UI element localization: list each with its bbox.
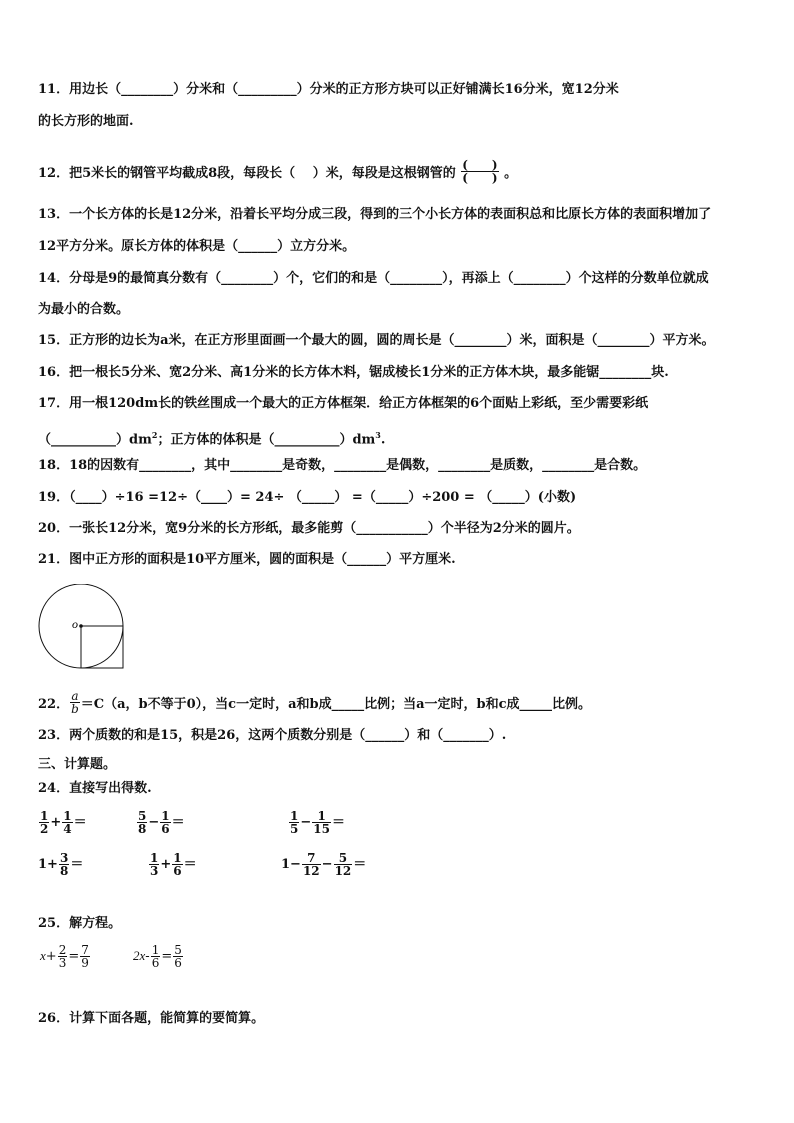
question-22-text: ＝C（a，b不等于0），当c一定时，a和b成_____比例；当a一定时，b和c成_____比例。 [80, 697, 592, 712]
question-14-line-2: 为最小的合数。 [38, 302, 130, 317]
numerator: 1 [63, 809, 72, 823]
question-17-line-1: 17．用一根120dm长的铁丝围成一个最大的正方体框架．给正方体框架的6个面贴上彩纸，至少需要彩纸 [38, 396, 649, 411]
denominator: 2 [40, 822, 49, 836]
numerator: 1 [151, 943, 160, 957]
variable: x [40, 948, 46, 963]
center-point [79, 624, 83, 628]
question-12-text: 12．把5米长的钢管平均截成8段，每段长（ ）米，每段是这根钢管的 [38, 166, 456, 181]
denominator: 6 [151, 956, 160, 970]
question-17-line-2 [38, 427, 385, 448]
denominator: 3 [150, 864, 159, 878]
question-26: 26．计算下面各题，能简算的要简算。 [38, 1011, 265, 1026]
denominator: 12 [334, 864, 352, 878]
square [81, 626, 123, 668]
question-20: 20．一张长12分米，宽9分米的长方形纸，最多能剪（___________）个半径为2分米的圆片。 [38, 521, 580, 536]
question-16: 16．把一根长5分米、宽2分米、高1分米的长方体木料，锯成棱长1分米的正方体木块，最多能锯________块. [38, 365, 669, 380]
denominator: 3 [58, 956, 67, 970]
fraction [80, 944, 90, 969]
operator: − [300, 815, 312, 830]
leading-term: 1− [281, 857, 301, 872]
numerator: 5 [138, 809, 147, 823]
question-15: 15．正方形的边长为a米，在正方形里面画一个最大的圆，圆的周长是（________）米，面积是（________）平方米。 [38, 333, 715, 348]
fraction-numerator: a [71, 689, 79, 703]
question-17-area-blank: （__________）dm [38, 432, 152, 448]
numerator: 7 [81, 943, 89, 957]
question-24: 24．直接写出得数. [38, 781, 152, 796]
numerator: 2 [58, 943, 67, 957]
numerator: 1 [40, 809, 49, 823]
leading-term: 1+ [38, 857, 58, 872]
operator: + [45, 949, 57, 964]
numerator: 3 [59, 851, 69, 865]
question-17-end: . [380, 432, 386, 448]
circle-square-figure [36, 584, 130, 670]
center-label: o [72, 617, 78, 631]
question-17-volume-blank: ；正方体的体积是（__________）dm [157, 432, 376, 448]
denominator: 6 [173, 864, 182, 878]
fraction-denominator-blank: ( ) [462, 171, 498, 185]
calc-expression-4 [38, 852, 83, 877]
question-25: 25．解方程。 [38, 916, 122, 931]
fraction [149, 852, 159, 877]
fraction-denominator: b [71, 702, 79, 716]
exponent-3: 3 [375, 430, 381, 440]
numerator: 1 [290, 809, 299, 823]
equation-2 [133, 944, 184, 969]
operator: - [145, 949, 150, 964]
question-12-blank-fraction [461, 159, 498, 184]
question-19: 19．（____）÷16 =12÷（____）= 24÷ （_____） =（_____）÷200 = （_____）(小数) [38, 490, 577, 505]
numerator: 5 [174, 943, 182, 957]
question-18: 18．18的因数有________，其中________是奇数，________是偶数，________是质数，________是合数。 [38, 458, 647, 473]
section-heading: 三、计算题。 [38, 757, 117, 772]
question-11-line-1: 11．用边长（________）分米和（_________）分米的正方形方块可以正好铺满长16分米，宽12分米 [38, 82, 619, 97]
question-12 [38, 158, 518, 186]
operator: + [50, 815, 62, 830]
question-13-line-1: 13．一个长方体的长是12分米，沿着长平均分成三段，得到的三个小长方体的表面积总和比原长方体的表面积增加了 [38, 207, 712, 222]
question-14-line-1: 14．分母是9的最简真分数有（________）个，它们的和是（________），再添上（________）个这样的分数单位就成 [38, 271, 709, 286]
calc-expression-1 [38, 810, 87, 835]
numerator: 7 [307, 851, 316, 865]
fraction [302, 852, 321, 877]
numerator: 1 [317, 809, 326, 823]
equals-sign: ＝ [171, 815, 185, 830]
question-12-end: 。 [504, 166, 518, 181]
equals-sign: ＝ [331, 815, 345, 830]
fraction [151, 944, 161, 969]
denominator: 6 [174, 956, 182, 970]
equals-sign: ＝ [353, 857, 367, 872]
fraction [137, 810, 147, 835]
denominator: 9 [81, 956, 89, 970]
calc-expression-6 [281, 852, 366, 877]
fraction [173, 944, 183, 969]
question-22 [38, 689, 592, 717]
denominator: 6 [161, 822, 170, 836]
numerator: 1 [173, 851, 182, 865]
equals-sign: ＝ [73, 815, 87, 830]
fraction [289, 810, 299, 835]
equals-sign: ＝ [70, 857, 84, 872]
variable: 2x [133, 948, 146, 963]
fraction [334, 852, 353, 877]
operator: − [321, 857, 333, 872]
fraction [172, 852, 182, 877]
numerator: 5 [338, 851, 348, 865]
fraction [312, 810, 331, 835]
fraction [160, 810, 170, 835]
numerator: 1 [150, 851, 159, 865]
denominator: 4 [63, 822, 72, 836]
fraction [62, 810, 72, 835]
fraction-a-over-b [70, 690, 80, 715]
exponent-2: 2 [151, 430, 158, 440]
fraction [39, 810, 49, 835]
question-21: 21．图中正方形的面积是10平方厘米，圆的面积是（______）平方厘米. [38, 552, 456, 567]
equals-sign: = [161, 949, 173, 964]
operator: − [148, 815, 160, 830]
fraction-numerator-blank: ( ) [462, 158, 498, 172]
fraction [59, 852, 69, 877]
denominator: 12 [302, 864, 320, 878]
question-23: 23．两个质数的和是15，积是26，这两个质数分别是（______）和（_______）. [38, 728, 507, 743]
operator: + [160, 857, 172, 872]
numerator: 1 [161, 809, 170, 823]
denominator: 8 [138, 822, 147, 836]
question-22-number: 22． [38, 697, 70, 712]
equals-sign: = [68, 949, 80, 964]
question-13-line-2: 12平方分米。原长方体的体积是（______）立方分米。 [38, 239, 356, 254]
fraction [58, 944, 68, 969]
equation-1 [40, 944, 91, 969]
denominator: 5 [290, 822, 299, 836]
denominator: 15 [313, 822, 330, 836]
question-11-line-2: 的长方形的地面. [38, 114, 134, 129]
calc-expression-5 [148, 852, 197, 877]
calc-expression-2 [136, 810, 185, 835]
equals-sign: ＝ [183, 857, 197, 872]
denominator: 8 [59, 864, 69, 878]
calc-expression-3 [288, 810, 345, 835]
